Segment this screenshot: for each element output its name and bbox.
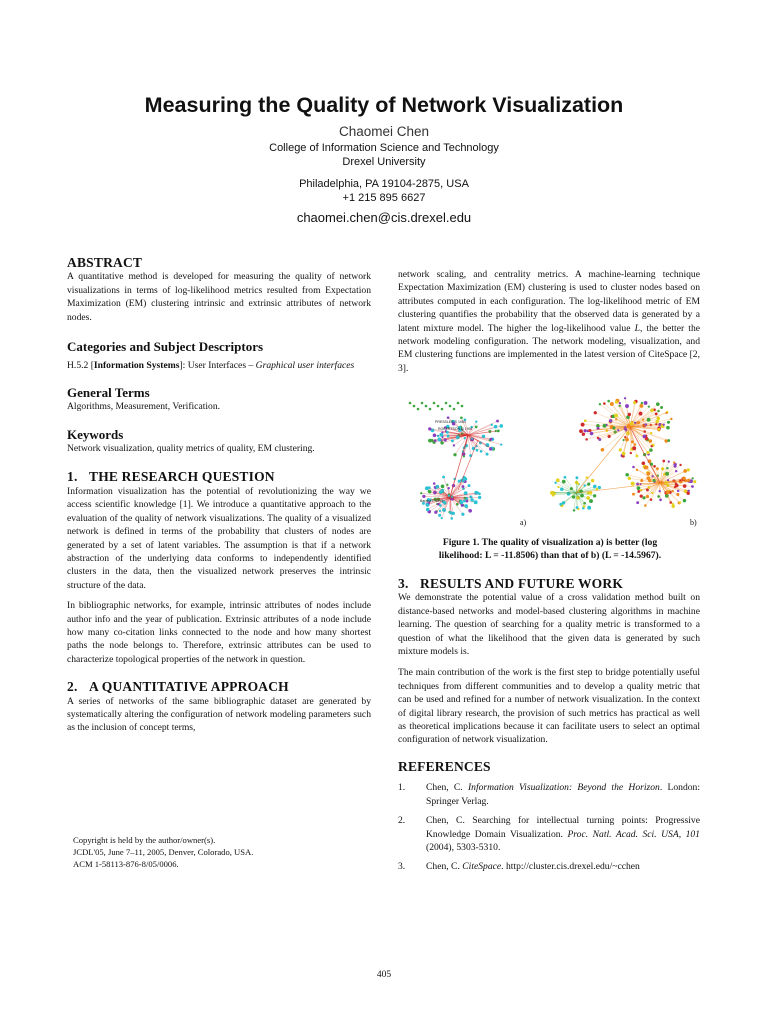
network-node [572, 495, 575, 498]
network-node [587, 506, 591, 510]
network-node [462, 485, 465, 488]
network-node [497, 430, 500, 433]
network-node [579, 429, 583, 433]
network-node [633, 401, 636, 404]
network-node [453, 408, 456, 411]
network-node [409, 402, 412, 405]
network-node [480, 450, 483, 453]
network-node [461, 513, 464, 516]
node-label-2: ROBERTSON G 1991 [438, 427, 473, 431]
network-node [417, 408, 420, 411]
section3-heading: 3. RESULTS AND FUTURE WORK [398, 576, 624, 591]
network-node [453, 453, 456, 456]
network-node [619, 402, 621, 404]
copyright-line: Copyright is held by the author/owner(s). [73, 835, 216, 845]
network-node [464, 437, 466, 439]
network-node [663, 423, 665, 425]
network-node [458, 480, 461, 483]
network-node [422, 495, 425, 498]
network-node [659, 498, 662, 501]
right-column-bottom [398, 577, 700, 880]
network-node [577, 483, 579, 485]
network-node [646, 495, 649, 498]
network-node [612, 426, 615, 429]
network-node [644, 401, 648, 405]
network-node [646, 472, 650, 476]
abstract-text: A quantitative method is developed for measuring the quality of network visualizations in terms of log-likelihood metrics resulted from Expectation Maximization (EM) clustering intrinsic and extrinsic attributes of network nodes. [67, 271, 371, 323]
network-node [496, 420, 499, 423]
network-node [615, 418, 617, 420]
network-node [584, 484, 586, 486]
phone-line: +1 215 895 6627 [342, 192, 426, 204]
references-list [398, 781, 700, 873]
network-node [453, 444, 455, 446]
network-node [642, 461, 646, 465]
network-node [677, 490, 679, 492]
network-node [476, 449, 479, 452]
network-node [666, 467, 668, 469]
network-node [683, 469, 687, 473]
network-edge [645, 483, 660, 506]
network-node [655, 412, 658, 415]
network-node [439, 510, 441, 512]
network-node [639, 483, 641, 485]
network-node [449, 511, 451, 513]
network-node [603, 424, 607, 428]
network-node [426, 503, 430, 507]
network-node [494, 425, 498, 429]
network-node [420, 492, 422, 494]
network-node [475, 425, 478, 428]
network-node [433, 433, 437, 437]
categories-heading: Categories and Subject Descriptors [67, 339, 264, 355]
network-node [499, 424, 503, 428]
general-terms-heading: General Terms [67, 384, 150, 400]
network-node [478, 493, 481, 496]
network-node [464, 477, 467, 480]
network-node [679, 464, 681, 466]
network-node [428, 439, 432, 443]
network-node [687, 468, 690, 471]
network-node [628, 477, 631, 480]
page-number: 405 [376, 970, 392, 980]
network-node [679, 479, 681, 481]
network-node [589, 491, 592, 494]
network-node [488, 430, 491, 433]
network-node [679, 501, 681, 503]
network-node [649, 448, 653, 452]
network-node [562, 501, 565, 504]
network-node [468, 509, 472, 513]
network-node [429, 408, 432, 411]
network-node [438, 514, 441, 517]
network-node [673, 461, 675, 463]
network-node [556, 478, 560, 482]
network-node [668, 460, 670, 462]
network-edge [643, 463, 660, 483]
network-node [441, 485, 445, 489]
network-node [468, 484, 471, 487]
network-node [461, 504, 464, 507]
network-node [657, 495, 660, 498]
network-node [452, 512, 455, 515]
network-node [675, 470, 677, 472]
network-node [445, 402, 448, 405]
network-node [451, 439, 454, 442]
network-node [433, 482, 436, 485]
network-node [426, 508, 430, 512]
reference-item: 3. Chen, C. CiteSpace. http://cluster.cis.drexel.edu/~cchen [398, 861, 640, 873]
network-node [650, 498, 653, 501]
network-node [439, 433, 443, 437]
network-node [584, 419, 587, 422]
keywords-text: Network visualization, quality metrics of quality, EM clustering. [67, 443, 315, 455]
categories-text: H.5.2 [Information Systems]: User Interfaces – Graphical user interfaces [67, 360, 355, 372]
network-node [667, 421, 670, 424]
network-node [575, 476, 578, 479]
network-node [646, 451, 649, 454]
network-node [639, 412, 643, 416]
section1-heading: 1. THE RESEARCH QUESTION [67, 469, 275, 485]
network-node [670, 418, 672, 420]
reference-item: 2. Chen, C. Searching for intellectual turning points: Progressive Knowledge Domain Visualization. Proc. Natl. Acad. Sci. USA, 101 (2004), 5303-5310. [398, 815, 700, 853]
network-node [610, 402, 614, 406]
network-node [439, 504, 442, 507]
affiliation-line-1: College of Information Science and Technology [269, 142, 499, 154]
network-node [607, 400, 610, 403]
network-node [683, 499, 686, 502]
network-node [644, 504, 647, 507]
network-node [564, 476, 567, 479]
network-node [585, 438, 588, 441]
network-node [446, 431, 449, 434]
network-node [625, 404, 629, 408]
network-node [631, 440, 634, 443]
network-edge [660, 461, 664, 483]
section2-paragraph-1: A series of networks of the same bibliographic dataset are generated by systematically altering the configuration of network modeling parameters such as the inclusion of concept terms, [67, 695, 371, 734]
network-node [656, 467, 659, 470]
network-node [655, 423, 657, 425]
network-edge [565, 477, 576, 493]
network-node [640, 495, 643, 498]
network-edge [444, 477, 450, 497]
network-node [648, 406, 650, 408]
network-node [631, 482, 635, 486]
keywords-heading: Keywords [67, 426, 124, 442]
network-node [449, 405, 452, 408]
network-node [559, 503, 562, 506]
acm-line: ACM 1-58113-876-8/05/0006. [73, 859, 179, 869]
network-node [469, 496, 472, 499]
network-node [643, 435, 647, 439]
network-node [632, 493, 635, 496]
network-node [609, 419, 612, 422]
network-node [460, 416, 463, 419]
network-node [692, 477, 694, 479]
address-line: Philadelphia, PA 19104-2875, USA [299, 178, 469, 190]
network-node [463, 455, 465, 457]
figure-caption: Figure 1. The quality of visualization a) is better (log likelihood: L = -11.8506) than that of b) (L = -14.5967). [438, 537, 662, 561]
network-node [676, 493, 679, 496]
network-node [474, 500, 478, 504]
abstract-heading: ABSTRACT [67, 255, 143, 270]
figure-label-b: b) [690, 518, 697, 527]
network-node [425, 486, 429, 490]
network-node [624, 397, 626, 399]
figure-label-a: a) [520, 518, 527, 527]
network-node [437, 438, 441, 442]
general-terms-text: Algorithms, Measurement, Verification. [67, 401, 221, 413]
network-node [656, 402, 660, 406]
network-node [601, 448, 605, 452]
network-node [650, 445, 652, 447]
network-node [576, 506, 579, 509]
network-node [428, 490, 432, 494]
network-node [554, 482, 556, 484]
network-node [478, 496, 481, 499]
network-node [636, 501, 639, 504]
paper-title: Measuring the Quality of Network Visualization [144, 93, 624, 117]
network-node [486, 453, 489, 456]
network-node [598, 438, 601, 441]
references-heading: REFERENCES [398, 758, 491, 774]
network-node [591, 479, 594, 482]
network-visualization-figure [398, 395, 702, 531]
network-node [687, 492, 690, 495]
network-node [447, 487, 449, 489]
network-node [647, 418, 651, 422]
network-node [437, 405, 440, 408]
network-node [586, 496, 590, 500]
network-node [674, 465, 677, 468]
network-node [642, 496, 645, 499]
network-node [660, 406, 663, 409]
network-node [590, 432, 594, 436]
network-node [603, 402, 606, 405]
cluster-bridge [576, 427, 630, 493]
network-node [619, 448, 622, 451]
network-node [651, 492, 653, 494]
left-column [67, 256, 371, 735]
network-node [614, 414, 618, 418]
section2-continuation: network scaling, and centrality metrics. A machine-learning technique Expectation Maximization (EM) clustering is used to cluster nodes based on attributes computed in each configuration. The log-likelihood metric of EM clustering quantifies the probability that the observed data is generated by a latent mixture model. The higher the log-likelihood value L, the better the network modeling configuration. The network modeling, visualization, and EM clustering functions are implemented in the latest version of CiteSpace [2, 3]. [398, 269, 700, 374]
network-node [441, 408, 444, 411]
network-node [656, 416, 660, 420]
network-node [667, 439, 670, 442]
node-label-1: PRESSLER S 1980 [435, 420, 466, 424]
network-node [632, 446, 636, 450]
network-node [594, 411, 597, 414]
affiliation-line-2: Drexel University [342, 156, 426, 168]
right-column-top [398, 268, 700, 375]
network-node [666, 426, 670, 430]
copyright-block [73, 834, 373, 870]
node-label-3: Baraka F 1994 [420, 499, 443, 503]
network-node [447, 435, 450, 438]
network-node [665, 472, 669, 476]
network-node [582, 433, 585, 436]
section1-paragraph-1: Information visualization has the potential of revolutionizing the way we access scientific knowledge [1]. We introduce a quantitative approach to the evaluation of the quality of network visualizations. The quality of a visualized network is defined in terms of the probability that clusters of nodes are generated by a set of latent variables. The assumption is that if a network abstraction of the underlying data conforms to independently identified clusters in the data, then the visualized network preserves the intrinsic structure of the data. [67, 485, 371, 591]
section3-paragraph-2: The main contribution of the work is the first step to bridge potentially useful techniques from different communities and to develop a quality metric that can be used and refined for a number of network visualization. In the context of digital library research, the provision of such metrics has practical as well as theoretical implications because it can facilitate users to select an optimal configuration of network visualization. [398, 667, 700, 746]
network-node [682, 476, 686, 480]
network-node [655, 420, 658, 423]
network-node [560, 487, 564, 491]
network-node [632, 466, 635, 469]
network-node [440, 441, 443, 444]
network-node [457, 402, 460, 405]
network-node [456, 503, 459, 506]
network-node [433, 402, 436, 405]
network-node [634, 443, 637, 446]
network-node [434, 511, 437, 514]
network-node [441, 517, 443, 519]
network-node [672, 503, 674, 505]
network-node [687, 479, 690, 482]
network-node [428, 427, 431, 430]
network-node [622, 452, 626, 456]
network-node [450, 517, 453, 520]
network-node [635, 454, 638, 457]
network-node [587, 482, 590, 485]
figure-1 [398, 395, 702, 531]
network-node [637, 490, 640, 493]
network-node [589, 499, 593, 503]
network-node [489, 447, 492, 450]
network-node [500, 443, 502, 445]
network-node [456, 435, 460, 439]
network-node [622, 439, 624, 441]
network-node [597, 427, 600, 430]
network-node [490, 438, 493, 441]
network-node [659, 490, 661, 492]
network-node [421, 402, 424, 405]
network-node [649, 439, 653, 443]
cluster-bridge [458, 440, 478, 490]
network-node [658, 428, 660, 430]
network-node [642, 418, 644, 420]
network-node [599, 403, 601, 405]
network-node [683, 484, 687, 488]
network-node [446, 484, 448, 486]
network-node [634, 422, 636, 424]
network-node [442, 476, 445, 479]
network-node [593, 485, 597, 489]
network-node [581, 423, 585, 427]
network-node [444, 438, 447, 441]
network-node [665, 412, 667, 414]
network-node [662, 460, 665, 463]
network-node [641, 402, 643, 404]
network-node [436, 485, 440, 489]
network-node [593, 494, 596, 497]
network-node [413, 405, 416, 408]
author-email: chaomei.chen@cis.drexel.edu [296, 210, 472, 225]
network-node [425, 405, 428, 408]
network-node [630, 452, 632, 454]
network-node [625, 438, 629, 442]
network-b [550, 397, 696, 512]
reference-item: 1. Chen, C. Information Visualization: Beyond the Horizon. London: Springer Verlag. [398, 782, 700, 807]
network-node [584, 429, 587, 432]
network-node [691, 485, 694, 488]
network-node [570, 487, 573, 490]
network-node [550, 491, 554, 495]
network-node [687, 490, 689, 492]
conference-line: JCDL'05, June 7–11, 2005, Denver, Colorado, USA. [73, 847, 254, 857]
network-node [583, 502, 586, 505]
network-node [475, 420, 477, 422]
section3-paragraph-1: We demonstrate the potential value of a cross validation method built on distance-based networks and model-based clustering algorithms in machine learning. The question of searching for a quality metric is transformed to a question of what the likelihood that the given data is generated by such mixture models is. [398, 592, 700, 658]
network-node [653, 465, 656, 468]
network-node [573, 509, 575, 511]
network-node [628, 413, 631, 416]
network-node [646, 488, 649, 491]
network-node [557, 486, 559, 488]
section2-heading: 2. A QUANTITATIVE APPROACH [67, 679, 289, 695]
section1-paragraph-2: In bibliographic networks, for example, intrinsic attributes of nodes include author info and the year of publication. Extrinsic attributes of a node include how many co-citation links connected to the node and how many shortest paths the node belongs to. Therefore, extrinsic attributes can be used to characterize topological properties of the network in question. [67, 600, 371, 665]
network-node [630, 422, 634, 426]
network-node [562, 480, 566, 484]
network-edge [558, 480, 576, 493]
network-node [461, 405, 464, 408]
network-node [615, 401, 618, 404]
network-node [625, 473, 629, 477]
network-node [491, 424, 493, 426]
network-node [639, 404, 643, 408]
network-node [447, 416, 450, 419]
network-node [583, 505, 586, 508]
network-node [596, 488, 599, 491]
network-node [636, 483, 639, 486]
network-node [637, 486, 641, 490]
network-node [657, 410, 659, 412]
network-node [617, 429, 619, 431]
network-node [693, 480, 696, 483]
author-name: Chaomei Chen [338, 124, 430, 139]
network-node [675, 483, 679, 487]
network-node [648, 479, 651, 482]
